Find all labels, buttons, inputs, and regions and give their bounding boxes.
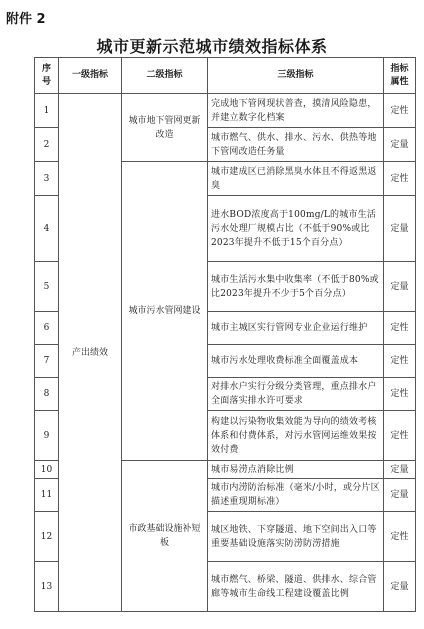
header-seq: 序号 <box>35 58 59 94</box>
row-type: 定量 <box>384 196 416 262</box>
header-type: 指标属性 <box>384 58 416 94</box>
row-indicator: 城区地铁、下穿隧道、地下空间出入口等重要基础设施落实防涝防涝措施 <box>208 512 384 562</box>
row-type: 定性 <box>384 162 416 196</box>
row-seq: 6 <box>35 312 59 345</box>
row-seq: 3 <box>35 162 59 196</box>
header-level3: 三级指标 <box>208 58 384 94</box>
table-header-row <box>35 58 416 94</box>
row-type: 定性 <box>384 411 416 461</box>
row-seq: 12 <box>35 512 59 562</box>
row-type: 定量 <box>384 461 416 479</box>
row-indicator: 城市燃气、供水、排水、污水、供热等地下管网改造任务量 <box>208 128 384 162</box>
row-type: 定量 <box>384 128 416 162</box>
row-type: 定性 <box>384 378 416 411</box>
header-level2: 二级指标 <box>122 58 208 94</box>
row-indicator: 城市燃气、桥梁、隧道、供排水、综合管廊等城市生命线工程建设覆盖比例 <box>208 562 384 612</box>
row-indicator: 城市主城区实行管网专业企业运行维护 <box>208 312 384 345</box>
row-seq: 13 <box>35 562 59 612</box>
header-level1: 一级指标 <box>59 58 122 94</box>
row-indicator: 城市内涝防治标准（毫米/小时，或分片区描述重现期标准） <box>208 479 384 512</box>
level2-cell: 城市污水管网建设 <box>122 162 208 461</box>
row-seq: 1 <box>35 94 59 128</box>
row-seq: 5 <box>35 262 59 312</box>
row-indicator: 进水BOD浓度高于100mg/L的城市生活污水处理厂规模占比（不低于90%或比2023年提升不低于15个百分点） <box>208 196 384 262</box>
row-seq: 8 <box>35 378 59 411</box>
row-indicator: 对排水户实行分级分类管理，重点排水户全面落实排水许可要求 <box>208 378 384 411</box>
row-type: 定性 <box>384 312 416 345</box>
row-seq: 7 <box>35 345 59 378</box>
level1-cell: 产出绩效 <box>59 94 122 612</box>
row-seq: 9 <box>35 411 59 461</box>
row-type: 定量 <box>384 479 416 512</box>
row-seq: 4 <box>35 196 59 262</box>
row-indicator: 城市易涝点消除比例 <box>208 461 384 479</box>
row-type: 定量 <box>384 562 416 612</box>
row-indicator: 城市建成区已消除黑臭水体且不得返黑返臭 <box>208 162 384 196</box>
attachment-label: 附件 2 <box>6 12 46 27</box>
row-indicator: 完成地下管网现状普查，摸清风险隐患，并建立数字化档案 <box>208 94 384 128</box>
row-seq: 2 <box>35 128 59 162</box>
row-indicator: 城市污水处理收费标准全面覆盖成本 <box>208 345 384 378</box>
metrics-table <box>34 57 416 612</box>
level2-cell: 市政基础设施补短板 <box>122 461 208 612</box>
table-row <box>35 94 416 128</box>
row-type: 定性 <box>384 512 416 562</box>
row-seq: 11 <box>35 479 59 512</box>
row-type: 定量 <box>384 262 416 312</box>
row-indicator: 构建以污染物收集效能为导向的绩效考核体系和付费体系，对污水管网运维效果按效付费 <box>208 411 384 461</box>
row-seq: 10 <box>35 461 59 479</box>
row-indicator: 城市生活污水集中收集率（不低于80%或比2023年提升不少于5个百分点） <box>208 262 384 312</box>
row-type: 定性 <box>384 345 416 378</box>
row-type: 定性 <box>384 94 416 128</box>
level2-cell: 城市地下管网更新改造 <box>122 94 208 162</box>
document-title: 城市更新示范城市绩效指标体系 <box>96 37 328 56</box>
